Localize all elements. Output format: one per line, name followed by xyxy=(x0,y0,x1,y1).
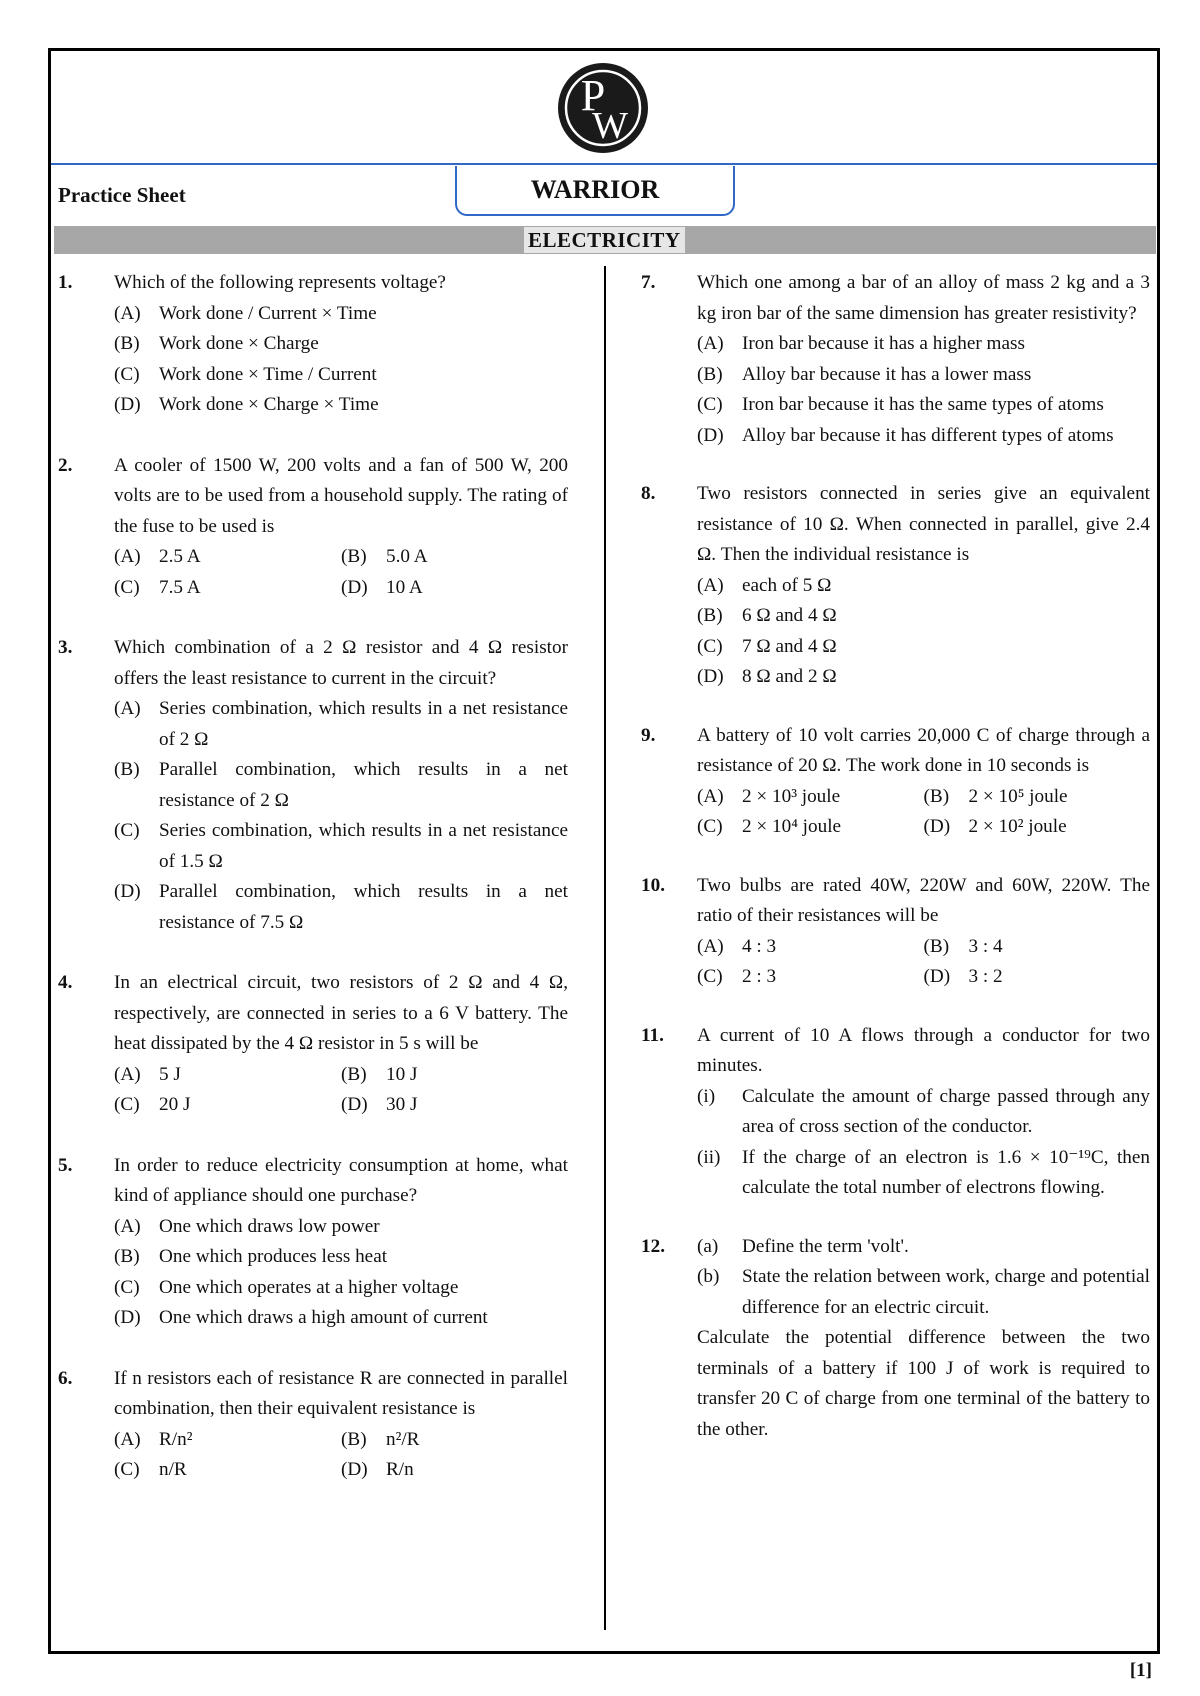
option-label: (B) xyxy=(923,785,950,807)
option-label: (B) xyxy=(341,1428,367,1450)
option-label: (A) xyxy=(114,1063,141,1085)
question xyxy=(641,1232,1150,1446)
option-label: (A) xyxy=(697,935,724,957)
option-text: Series combination, which results in a net resistance of 2 Ω xyxy=(159,698,568,750)
option-text: 7.5 A xyxy=(159,576,201,598)
options xyxy=(697,329,1150,451)
option xyxy=(697,1262,1150,1323)
option-label: (A) xyxy=(697,333,724,354)
option xyxy=(697,1143,1150,1204)
question-text: In order to reduce electricity consumption at home, what kind of appliance should one purchase? xyxy=(114,1154,568,1206)
option-label: (D) xyxy=(114,1307,141,1328)
option xyxy=(697,329,1150,360)
option xyxy=(697,662,1150,693)
option xyxy=(924,782,1151,813)
option-label: (B) xyxy=(341,1063,367,1085)
question xyxy=(641,721,1150,843)
option-label: (B) xyxy=(923,935,950,957)
option xyxy=(114,1090,341,1121)
question-number: 7. xyxy=(641,272,656,293)
sheet-title-box xyxy=(455,166,735,216)
question xyxy=(641,1021,1150,1204)
option xyxy=(697,360,1150,391)
option xyxy=(697,932,924,963)
question-number: 8. xyxy=(641,483,656,504)
option-text: 2 : 3 xyxy=(742,966,777,987)
options xyxy=(114,1425,568,1486)
option xyxy=(114,1242,568,1273)
option xyxy=(114,816,568,877)
pw-logo xyxy=(555,60,651,156)
question-text: Two bulbs are rated 40W, 220W and 60W, 220W. The ratio of their resistances will be xyxy=(697,874,1150,926)
option-label: (A) xyxy=(114,698,141,719)
option-label: (A) xyxy=(114,302,141,324)
option xyxy=(114,390,568,421)
page-number: [1] xyxy=(1129,1660,1152,1681)
option-text: One which operates at a higher voltage xyxy=(159,1276,459,1298)
option-label: (C) xyxy=(114,576,140,598)
option-text: Parallel combination, which results in a net resistance of 7.5 Ω xyxy=(159,881,568,933)
option-label: (C) xyxy=(697,635,723,657)
question-number: 1. xyxy=(58,272,73,293)
option-text: Parallel combination, which results in a net resistance of 2 Ω xyxy=(159,759,568,811)
question-number: 9. xyxy=(641,724,656,746)
option-text: 2.5 A xyxy=(159,546,201,567)
option-label: (A) xyxy=(114,1428,141,1450)
option-label: (C) xyxy=(114,1094,140,1115)
option xyxy=(114,1212,568,1243)
option-text: 6 Ω and 4 Ω xyxy=(742,605,837,626)
option-text: Alloy bar because it has a lower mass xyxy=(742,363,1032,385)
option-text: R/n² xyxy=(159,1428,193,1450)
options xyxy=(697,782,1150,843)
option xyxy=(341,1425,568,1456)
option-label: (D) xyxy=(341,1459,368,1480)
option xyxy=(341,1060,568,1091)
question-number: 11. xyxy=(641,1024,664,1046)
option xyxy=(697,1082,1150,1143)
option-text: One which draws low power xyxy=(159,1215,380,1237)
practice-sheet-label: Practice Sheet xyxy=(58,183,186,207)
svg-text:P: P xyxy=(580,71,606,120)
option xyxy=(697,962,924,993)
option-label: (D) xyxy=(341,576,368,598)
option xyxy=(924,932,1151,963)
option-label: (B) xyxy=(114,759,140,780)
question-number: 10. xyxy=(641,874,665,896)
option-label: (D) xyxy=(341,1094,368,1115)
option-text: Work done × Time / Current xyxy=(159,363,377,385)
option-label: (b) xyxy=(697,1266,720,1287)
question-text: A battery of 10 volt carries 20,000 C of charge through a resistance of 20 Ω. The work done in 10 seconds is xyxy=(697,724,1150,776)
option-label: (A) xyxy=(697,574,724,596)
option xyxy=(114,694,568,755)
question xyxy=(58,451,568,604)
question-text: Which combination of a 2 Ω resistor and 4 Ω resistor offers the least resistance to current in the circuit? xyxy=(114,637,568,689)
options xyxy=(114,299,568,421)
option-label: (C) xyxy=(114,1276,140,1298)
option-text: 7 Ω and 4 Ω xyxy=(742,635,837,657)
option-text: Iron bar because it has the same types of atoms xyxy=(742,394,1104,415)
option-text: R/n xyxy=(386,1459,414,1480)
option-text: 4 : 3 xyxy=(742,935,777,957)
option-label: (B) xyxy=(114,333,140,354)
options xyxy=(114,694,568,938)
option-text: each of 5 Ω xyxy=(742,574,832,596)
option-text: If the charge of an electron is 1.6 × 10⁻¹⁹C, then calculate the total number of electrons flowing. xyxy=(742,1146,1150,1198)
option-label: (C) xyxy=(697,966,723,987)
option xyxy=(114,1455,341,1486)
option-label: (B) xyxy=(697,605,723,626)
question-number: 6. xyxy=(58,1367,73,1389)
option-label: (D) xyxy=(923,966,951,987)
option-text: 10 J xyxy=(386,1063,418,1085)
option-text: One which draws a high amount of current xyxy=(159,1307,488,1328)
option-text: 30 J xyxy=(386,1094,418,1115)
question-number: 4. xyxy=(58,972,73,993)
option-label: (A) xyxy=(697,785,724,807)
sheet-title: WARRIOR xyxy=(530,175,660,204)
option-text: 5.0 A xyxy=(386,546,428,567)
option-label: (i) xyxy=(697,1085,716,1107)
options xyxy=(697,1232,1150,1324)
option-text: Define the term 'volt'. xyxy=(742,1235,909,1257)
option-label: (ii) xyxy=(697,1146,721,1168)
left-column xyxy=(58,268,568,1486)
header-divider xyxy=(51,163,1157,165)
option-text: One which produces less heat xyxy=(159,1246,388,1267)
option-label: (B) xyxy=(341,546,367,567)
option-text: 8 Ω and 2 Ω xyxy=(742,666,837,687)
question xyxy=(641,268,1150,451)
option-label: (A) xyxy=(114,546,141,567)
option-text: n/R xyxy=(159,1459,187,1480)
option xyxy=(697,1232,1150,1263)
option xyxy=(114,299,568,330)
option-text: 2 × 10⁴ joule xyxy=(742,816,842,837)
question xyxy=(641,871,1150,993)
option-label: (D) xyxy=(923,816,951,837)
option-text: Iron bar because it has a higher mass xyxy=(742,333,1025,354)
options xyxy=(114,1212,568,1334)
option xyxy=(114,1060,341,1091)
option xyxy=(114,877,568,938)
option xyxy=(341,1090,568,1121)
option-text: 20 J xyxy=(159,1094,191,1115)
options xyxy=(697,571,1150,693)
option xyxy=(697,601,1150,632)
question xyxy=(58,268,568,421)
option xyxy=(114,1303,568,1334)
option-label: (C) xyxy=(697,816,723,837)
option-label: (B) xyxy=(697,363,723,385)
option-label: (C) xyxy=(114,820,140,841)
option xyxy=(114,573,341,604)
question-text: If n resistors each of resistance R are connected in parallel combination, then their equivalent resistance is xyxy=(114,1367,568,1419)
option xyxy=(114,329,568,360)
question-text: Which of the following represents voltage? xyxy=(114,272,446,293)
options xyxy=(114,542,568,603)
question-text: Which one among a bar of an alloy of mass 2 kg and a 3 kg iron bar of the same dimension has greater resistivity? xyxy=(697,272,1150,324)
option-text: 10 A xyxy=(386,576,423,598)
option-text: Calculate the amount of charge passed through any area of cross section of the conductor. xyxy=(742,1085,1150,1137)
question xyxy=(58,968,568,1121)
option xyxy=(114,755,568,816)
option-label: (D) xyxy=(697,424,724,446)
option-text: 3 : 2 xyxy=(968,966,1003,987)
question xyxy=(58,1364,568,1486)
option xyxy=(341,542,568,573)
option xyxy=(114,360,568,391)
question-text: In an electrical circuit, two resistors of 2 Ω and 4 Ω, respectively, are connected in series to a 6 V battery. The heat dissipated by the 4 Ω resistor in 5 s will be xyxy=(114,972,568,1054)
option-text: 2 × 10² joule xyxy=(968,816,1067,837)
option-text: 2 × 10³ joule xyxy=(742,785,841,807)
option xyxy=(697,390,1150,421)
right-column xyxy=(641,268,1150,1445)
option-label: (C) xyxy=(697,394,723,415)
option xyxy=(341,1455,568,1486)
option-text: State the relation between work, charge and potential difference for an electric circuit. xyxy=(742,1266,1150,1318)
option xyxy=(114,542,341,573)
option-label: (C) xyxy=(114,363,140,385)
options xyxy=(697,1082,1150,1204)
option-text: 3 : 4 xyxy=(968,935,1003,957)
question-number: 3. xyxy=(58,637,73,658)
question-number: 12. xyxy=(641,1235,665,1257)
question xyxy=(641,479,1150,693)
option-label: (B) xyxy=(114,1246,140,1267)
option-label: (D) xyxy=(114,394,141,415)
question-number: 2. xyxy=(58,454,73,476)
question xyxy=(58,1151,568,1334)
option-label: (D) xyxy=(697,666,724,687)
option-label: (C) xyxy=(114,1459,140,1480)
option-text: 2 × 10⁵ joule xyxy=(968,785,1068,807)
subject-title: ELECTRICITY xyxy=(524,227,685,253)
option xyxy=(697,421,1150,452)
options xyxy=(697,932,1150,993)
question-text: A current of 10 A flows through a conductor for two minutes. xyxy=(697,1024,1150,1076)
option xyxy=(924,812,1151,843)
question-text: A cooler of 1500 W, 200 volts and a fan of 500 W, 200 volts are to be used from a household supply. The rating of the fuse to be used is xyxy=(114,454,568,537)
option-label: (A) xyxy=(114,1215,141,1237)
question-number: 5. xyxy=(58,1154,73,1176)
option-text: Alloy bar because it has different types of atoms xyxy=(742,424,1114,446)
option-text: 5 J xyxy=(159,1063,181,1085)
question-tail: Calculate the potential difference between the two terminals of a battery if 100 J of work is required to transfer 20 C of charge from one terminal of the battery to the other. xyxy=(697,1327,1150,1440)
option-text: Series combination, which results in a net resistance of 1.5 Ω xyxy=(159,820,568,872)
option-text: n²/R xyxy=(386,1428,420,1450)
column-divider xyxy=(604,266,606,1630)
option xyxy=(697,632,1150,663)
option-text: Work done × Charge xyxy=(159,333,319,354)
option xyxy=(341,573,568,604)
option-label: (a) xyxy=(697,1235,719,1257)
option-text: Work done / Current × Time xyxy=(159,302,377,324)
option-text: Work done × Charge × Time xyxy=(159,394,379,415)
option xyxy=(114,1273,568,1304)
option xyxy=(924,962,1151,993)
question-text: Two resistors connected in series give an equivalent resistance of 10 Ω. When connected in parallel, give 2.4 Ω. Then the individual resistance is xyxy=(697,483,1150,565)
svg-text:W: W xyxy=(592,105,628,147)
option xyxy=(697,812,924,843)
options xyxy=(114,1060,568,1121)
option xyxy=(697,782,924,813)
question xyxy=(58,633,568,938)
option xyxy=(114,1425,341,1456)
option xyxy=(697,571,1150,602)
option-label: (D) xyxy=(114,881,141,902)
